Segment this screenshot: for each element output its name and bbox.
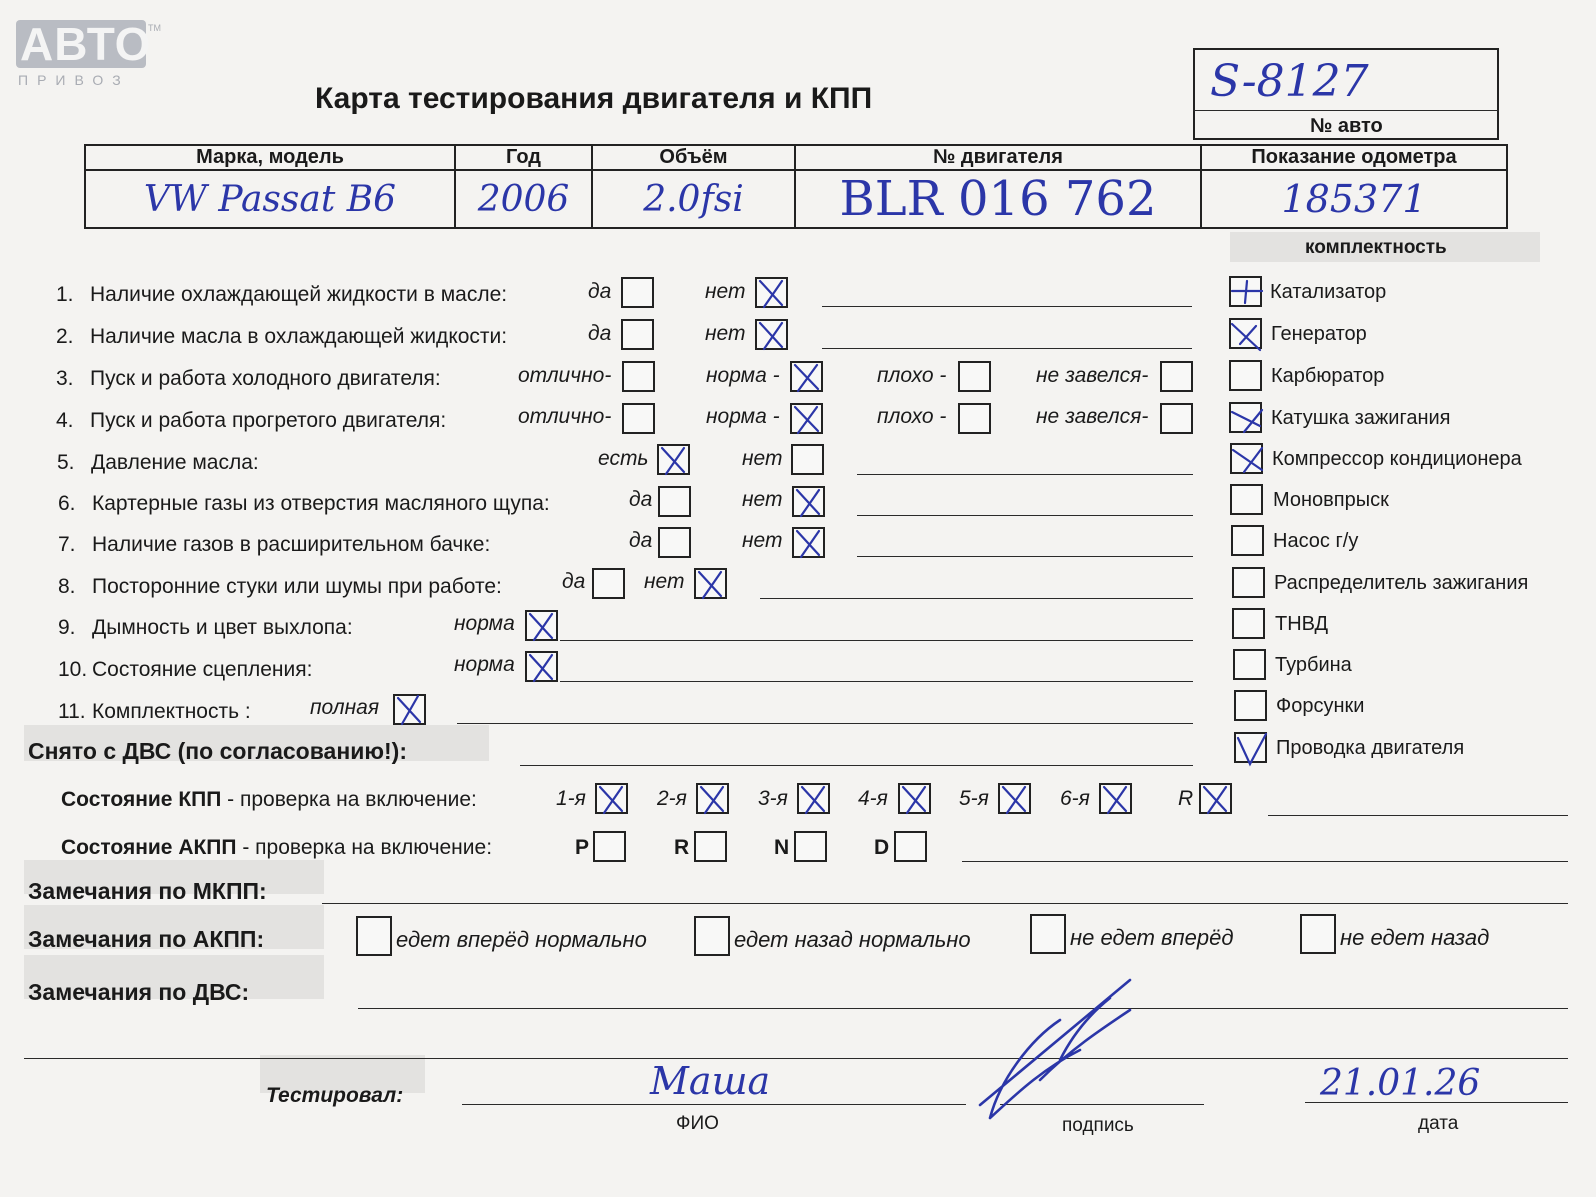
cmp-wiring-checkbox[interactable] xyxy=(1234,732,1267,763)
gear-1-label: 1-я xyxy=(556,787,586,810)
gear-6-checkbox[interactable] xyxy=(1099,783,1132,814)
r3-bad-checkbox[interactable] xyxy=(958,361,991,392)
akpp-p-label: P xyxy=(575,836,590,859)
col-volume: Объём xyxy=(592,145,795,170)
remarks-dvs-field[interactable] xyxy=(358,1008,1568,1009)
akpp-r-label: R xyxy=(674,836,690,859)
r6-net-checkbox[interactable] xyxy=(792,486,825,517)
akpp-d-checkbox[interactable] xyxy=(894,831,927,862)
r8-opt-net: нет xyxy=(644,570,685,593)
r1-opt-da: да xyxy=(588,280,612,303)
row5-num: 5. xyxy=(57,451,75,474)
cmp-ac-compressor-label: Компрессор кондиционера xyxy=(1272,448,1522,470)
gear-3-checkbox[interactable] xyxy=(797,783,830,814)
car-number-value: S-8127 xyxy=(1210,56,1369,107)
akpp-back-ok-checkbox[interactable] xyxy=(694,916,730,956)
logo-subtext: ПРИВОЗ xyxy=(18,72,130,88)
r4-excellent-checkbox[interactable] xyxy=(622,403,655,434)
cmp-injectors-label: Форсунки xyxy=(1276,695,1365,717)
odometer-value: 185371 xyxy=(1281,177,1427,221)
r3-excellent-checkbox[interactable] xyxy=(622,361,655,392)
cmp-carburetor-label: Карбюратор xyxy=(1271,365,1385,387)
completeness-title: комплектность xyxy=(1305,237,1447,258)
tester-name: Маша xyxy=(650,1059,771,1103)
r2-da-checkbox[interactable] xyxy=(621,319,654,350)
col-engine-number: № двигателя xyxy=(795,145,1201,170)
akpp-no-back-checkbox[interactable] xyxy=(1300,914,1336,954)
r3-opt-bad: плохо - xyxy=(877,364,947,387)
row6-label: Картерные газы из отверстия масляного щупа: xyxy=(92,492,550,515)
cmp-carburetor-checkbox[interactable] xyxy=(1229,360,1262,391)
cmp-monoinjection-label: Моновпрыск xyxy=(1273,489,1389,511)
cmp-tnvd-label: ТНВД xyxy=(1275,613,1329,635)
r3-nostart-checkbox[interactable] xyxy=(1160,361,1193,392)
row4-label: Пуск и работа прогретого двигателя: xyxy=(90,409,447,432)
r8-da-checkbox[interactable] xyxy=(592,568,625,599)
volume-value: 2.0fsi xyxy=(643,178,744,220)
r6-da-checkbox[interactable] xyxy=(658,486,691,517)
akpp-d-label: D xyxy=(874,836,890,859)
gear-5-checkbox[interactable] xyxy=(998,783,1031,814)
row6-num: 6. xyxy=(58,492,76,515)
remarks-mkpp-label: Замечания по МКПП: xyxy=(28,878,267,904)
akpp-no-fwd-checkbox[interactable] xyxy=(1030,914,1066,954)
cmp-tnvd-checkbox[interactable] xyxy=(1232,608,1265,639)
row3-label: Пуск и работа холодного двигателя: xyxy=(90,367,441,390)
row11-label: Комплектность : xyxy=(92,700,251,723)
r4-opt-nostart: не завелся- xyxy=(1036,405,1149,428)
gear-r-checkbox[interactable] xyxy=(1199,783,1232,814)
make-model-value: VW Passat B6 xyxy=(143,178,397,220)
r9-opt-norma: норма xyxy=(454,612,515,635)
r7-net-checkbox[interactable] xyxy=(792,527,825,558)
cmp-generator-label: Генератор xyxy=(1271,323,1367,345)
r5-opt-net: нет xyxy=(742,447,783,470)
gear-1-checkbox[interactable] xyxy=(595,783,628,814)
r10-norma-checkbox[interactable] xyxy=(525,651,558,682)
signature-caption: подпись xyxy=(1062,1115,1134,1136)
r1-opt-net: нет xyxy=(705,280,746,303)
row8-label: Посторонние стуки или шумы при работе: xyxy=(92,575,502,598)
r2-opt-da: да xyxy=(588,322,612,345)
row7-label: Наличие газов в расширительном бачке: xyxy=(92,533,491,556)
row1-num: 1. xyxy=(56,283,74,306)
akpp-r-checkbox[interactable] xyxy=(694,831,727,862)
r11-full-checkbox[interactable] xyxy=(393,694,426,725)
cmp-ac-compressor-checkbox[interactable] xyxy=(1230,443,1263,474)
row8-num: 8. xyxy=(58,575,76,598)
gear-2-checkbox[interactable] xyxy=(696,783,729,814)
col-odometer: Показание одометра xyxy=(1201,145,1507,170)
r5-est-checkbox[interactable] xyxy=(657,444,690,475)
cmp-wiring-label: Проводка двигателя xyxy=(1276,737,1465,759)
kpp-label-bold: Состояние КПП xyxy=(61,788,222,811)
r3-normal-checkbox[interactable] xyxy=(790,361,823,392)
cmp-distributor-label: Распределитель зажигания xyxy=(1274,572,1529,594)
cmp-coil-label: Катушка зажигания xyxy=(1271,407,1451,429)
remarks-mkpp-field[interactable] xyxy=(322,903,1568,904)
gear-4-checkbox[interactable] xyxy=(898,783,931,814)
r6-opt-da: да xyxy=(629,488,653,511)
row11-num: 11. xyxy=(58,700,86,723)
r6-opt-net: нет xyxy=(742,488,783,511)
gear-3-label: 3-я xyxy=(758,787,788,810)
gear-r-label: R xyxy=(1178,787,1194,810)
cmp-distributor-checkbox[interactable] xyxy=(1232,567,1265,598)
r4-nostart-checkbox[interactable] xyxy=(1160,403,1193,434)
row7-num: 7. xyxy=(58,533,76,556)
r4-normal-checkbox[interactable] xyxy=(790,403,823,434)
x-marks xyxy=(398,281,1266,813)
r4-opt-excellent: отлично- xyxy=(518,405,612,428)
row10-num: 10. xyxy=(58,658,88,681)
gear-4-label: 4-я xyxy=(858,787,888,810)
r2-net-checkbox[interactable] xyxy=(755,319,788,350)
r8-opt-da: да xyxy=(562,570,586,593)
cmp-injectors-checkbox[interactable] xyxy=(1234,690,1267,721)
page-title: Карта тестирования двигателя и КПП xyxy=(315,82,873,115)
akpp-label-rest: - проверка на включение: xyxy=(236,836,493,859)
cmp-monoinjection-checkbox[interactable] xyxy=(1230,484,1263,515)
akpp-p-checkbox[interactable] xyxy=(593,831,626,862)
cmp-turbo-label: Турбина xyxy=(1275,654,1352,676)
row2-num: 2. xyxy=(56,325,74,348)
row5-label: Давление масла: xyxy=(91,451,259,474)
r3-opt-normal: норма - xyxy=(706,364,780,387)
cmp-catalyst-label: Катализатор xyxy=(1270,281,1387,303)
r10-opt-norma: норма xyxy=(454,653,515,676)
car-number-label: № авто xyxy=(1310,115,1383,137)
akpp-label xyxy=(61,836,492,860)
akpp-n-label: N xyxy=(774,836,790,859)
akpp-n-checkbox[interactable] xyxy=(794,831,827,862)
r9-norma-checkbox[interactable] xyxy=(525,610,558,641)
date-caption: дата xyxy=(1418,1113,1459,1134)
col-year: Год xyxy=(455,145,592,170)
r4-opt-normal: норма - xyxy=(706,405,780,428)
r8-net-checkbox[interactable] xyxy=(694,568,727,599)
r5-net-checkbox[interactable] xyxy=(791,444,824,475)
cmp-ps-pump-checkbox[interactable] xyxy=(1231,525,1264,556)
row9-num: 9. xyxy=(58,616,76,639)
removed-label: Снято с ДВС (по согласованию!): xyxy=(28,738,407,764)
engine-number-value: BLR 016 762 xyxy=(839,171,1157,227)
r3-opt-excellent: отлично- xyxy=(518,364,612,387)
r7-da-checkbox[interactable] xyxy=(658,527,691,558)
kpp-label-rest: - проверка на включение: xyxy=(221,788,477,811)
akpp-fwd-ok-checkbox[interactable] xyxy=(356,916,392,956)
row10-label: Состояние сцепления: xyxy=(92,658,313,681)
gear-6-label: 6-я xyxy=(1060,787,1090,810)
test-date: 21.01.26 xyxy=(1320,1063,1481,1104)
vehicle-header-table xyxy=(84,144,1508,229)
akpp-no-back-label: не едет назад xyxy=(1340,925,1490,950)
row3-num: 3. xyxy=(56,367,74,390)
signature-scribble xyxy=(980,980,1130,1118)
r3-opt-nostart: не завелся- xyxy=(1036,364,1149,387)
gear-5-label: 5-я xyxy=(959,787,989,810)
cmp-ps-pump-label: Насос г/у xyxy=(1273,530,1359,552)
row1-label: Наличие охлаждающей жидкости в масле: xyxy=(90,283,508,306)
r5-opt-est: есть xyxy=(598,447,649,470)
r4-opt-bad: плохо - xyxy=(877,405,947,428)
akpp-no-fwd-label: не едет вперёд xyxy=(1070,925,1234,950)
row9-label: Дымность и цвет выхлопа: xyxy=(92,616,353,639)
akpp-back-ok-label: едет назад нормально xyxy=(734,927,971,952)
kpp-label xyxy=(61,788,477,812)
remarks-dvs-label: Замечания по ДВС: xyxy=(28,979,250,1005)
cmp-coil-checkbox[interactable] xyxy=(1229,402,1262,433)
row4-num: 4. xyxy=(56,409,74,432)
remarks-akpp-label: Замечания по АКПП: xyxy=(28,926,265,952)
tested-label: Тестировал: xyxy=(266,1084,404,1107)
cmp-catalyst-checkbox[interactable] xyxy=(1229,276,1262,307)
r2-opt-net: нет xyxy=(705,322,746,345)
year-value: 2006 xyxy=(477,178,570,220)
gear-2-label: 2-я xyxy=(657,787,687,810)
cmp-turbo-checkbox[interactable] xyxy=(1233,649,1266,680)
r1-net-checkbox[interactable] xyxy=(755,277,788,308)
r4-bad-checkbox[interactable] xyxy=(958,403,991,434)
r11-opt-full: полная xyxy=(310,696,380,719)
name-caption: ФИО xyxy=(676,1113,719,1134)
akpp-fwd-ok-label: едет вперёд нормально xyxy=(396,927,647,952)
r7-opt-da: да xyxy=(629,529,653,552)
r7-opt-net: нет xyxy=(742,529,783,552)
cmp-generator-checkbox[interactable] xyxy=(1229,318,1262,349)
logo-tm: TM xyxy=(148,23,161,33)
akpp-label-bold: Состояние АКПП xyxy=(61,836,237,859)
col-make-model: Марка, модель xyxy=(85,145,455,170)
r1-da-checkbox[interactable] xyxy=(621,277,654,308)
row2-label: Наличие масла в охлаждающей жидкости: xyxy=(90,325,508,348)
logo-text: АВТО xyxy=(20,18,152,70)
